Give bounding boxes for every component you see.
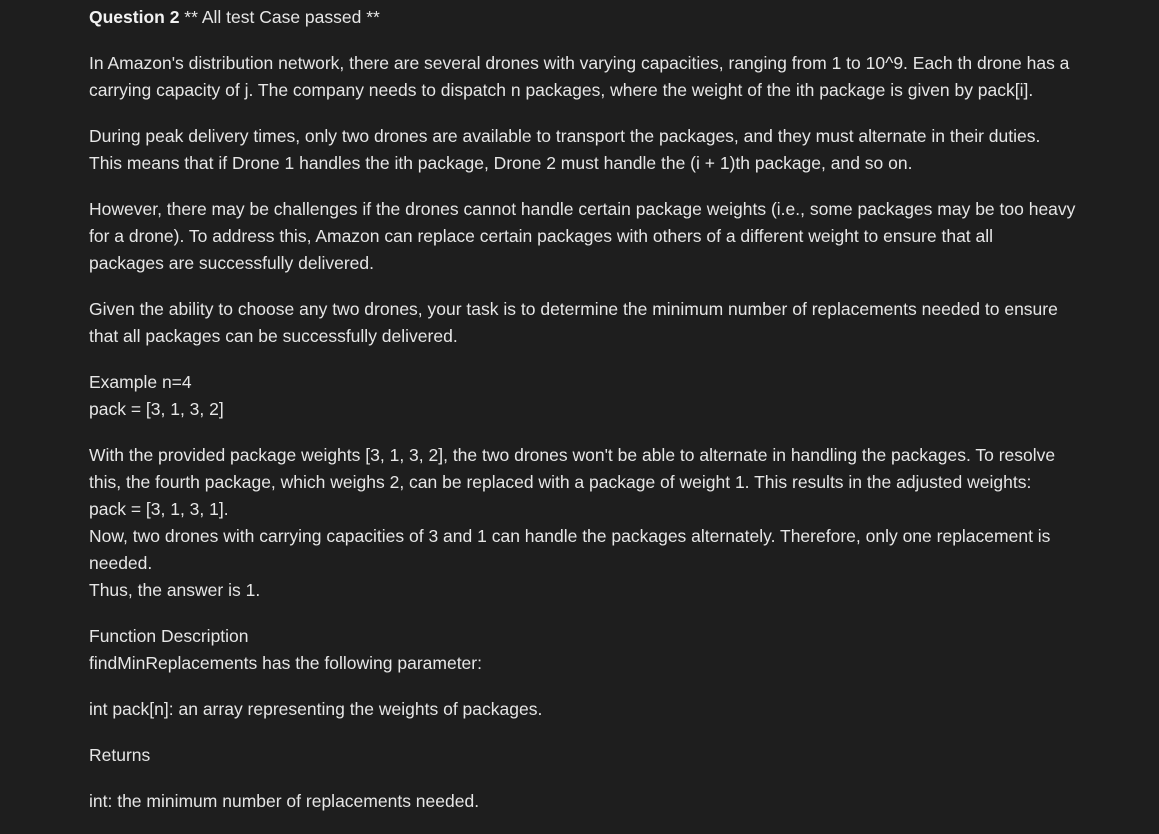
text-line: pack = [3, 1, 3, 1]. <box>89 499 229 519</box>
paragraph-alternation <box>89 123 1149 177</box>
paragraph-intro <box>89 50 1149 104</box>
text-line: Returns <box>89 745 151 765</box>
text-line: needed. <box>89 553 153 573</box>
question-title <box>89 4 1149 31</box>
text-line: packages are successfully delivered. <box>89 253 375 273</box>
text-line: pack = [3, 1, 3, 2] <box>89 399 224 419</box>
text-line: carrying capacity of j. The company needs to dispatch n packages, where the weight of the ith package is given by pack[i]. <box>89 80 1034 100</box>
paragraph-explanation <box>89 442 1149 604</box>
text-line: int: the minimum number of replacements needed. <box>89 791 480 811</box>
text-line: This means that if Drone 1 handles the ith package, Drone 2 must handle the (i + 1)th package, and so on. <box>89 153 913 173</box>
question-number: Question 2 <box>89 7 180 27</box>
text-line: With the provided package weights [3, 1, 3, 2], the two drones won't be able to alternate in handling the packages. To resolve <box>89 445 1056 465</box>
paragraph-challenges <box>89 196 1149 277</box>
text-line: Given the ability to choose any two drones, your task is to determine the minimum number of replacements needed to ensure <box>89 299 1058 319</box>
paragraph-example <box>89 369 1149 423</box>
test-status: ** All test Case passed ** <box>179 7 380 27</box>
text-line: In Amazon's distribution network, there are several drones with varying capacities, ranging from 1 to 10^9. Each th drone has a <box>89 53 1070 73</box>
text-line: Thus, the answer is 1. <box>89 580 261 600</box>
text-line: findMinReplacements has the following parameter: <box>89 653 482 673</box>
paragraph-task <box>89 296 1149 350</box>
text-line: Function Description <box>89 626 249 646</box>
text-line: Example n=4 <box>89 372 192 392</box>
paragraph-returns <box>89 788 1149 815</box>
paragraph-parameter <box>89 696 1149 723</box>
text-line: that all packages can be successfully delivered. <box>89 326 458 346</box>
document-body <box>89 4 1149 834</box>
text-line: int pack[n]: an array representing the weights of packages. <box>89 699 543 719</box>
paragraph-returns-heading <box>89 742 1149 769</box>
text-line: During peak delivery times, only two drones are available to transport the packages, and they must alternate in their duties. <box>89 126 1041 146</box>
text-line: However, there may be challenges if the drones cannot handle certain package weights (i.e., some packages may be too heavy <box>89 199 1076 219</box>
text-line: for a drone). To address this, Amazon can replace certain packages with others of a different weight to ensure that all <box>89 226 994 246</box>
text-line: Now, two drones with carrying capacities of 3 and 1 can handle the packages alternately. Therefore, only one replacement is <box>89 526 1051 546</box>
text-line: this, the fourth package, which weighs 2, can be replaced with a package of weight 1. This results in the adjusted weights: <box>89 472 1032 492</box>
paragraph-function-description <box>89 623 1149 677</box>
